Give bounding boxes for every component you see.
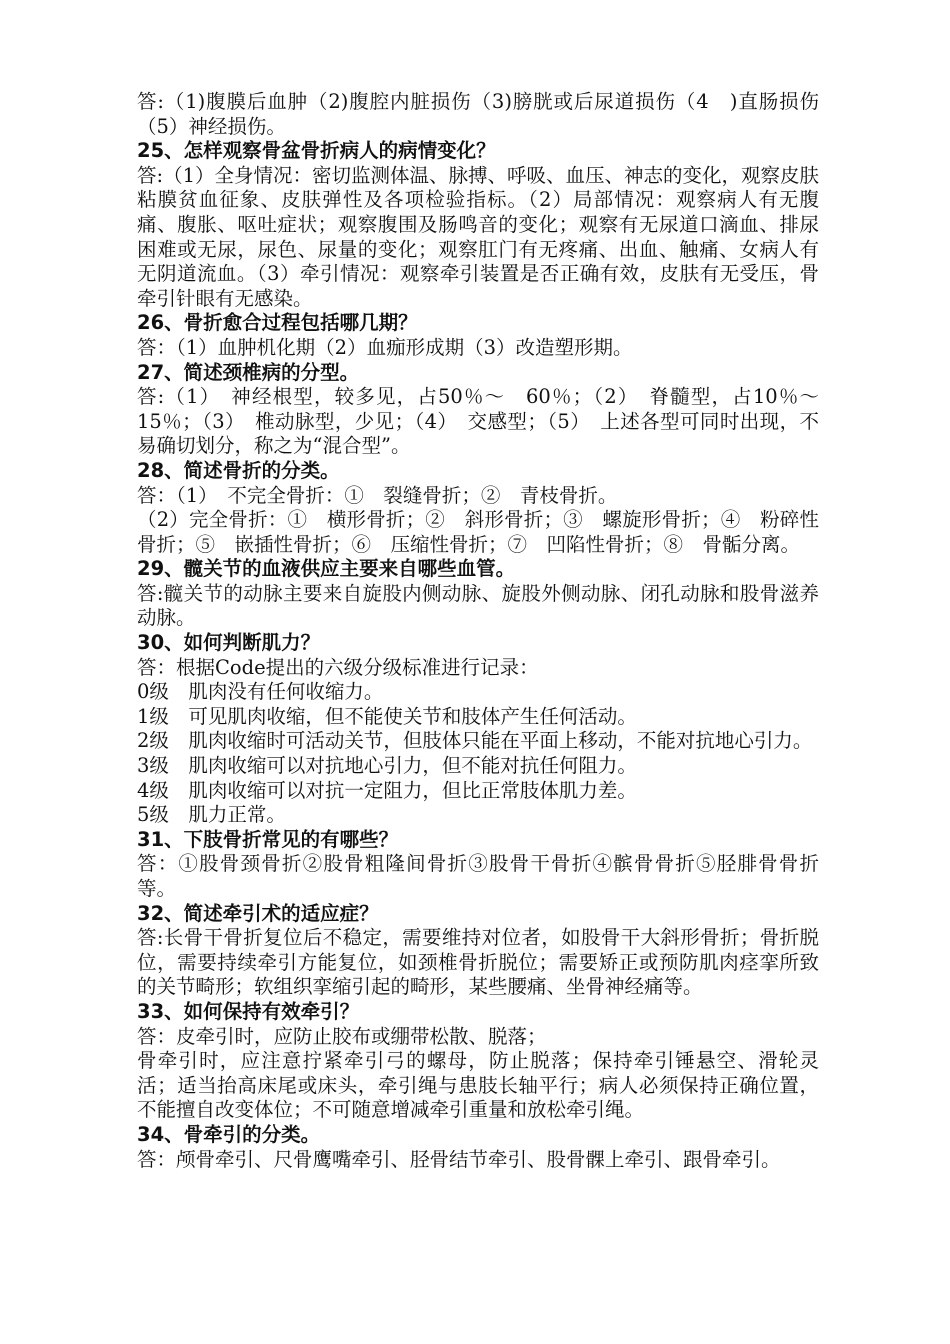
answer-paragraph: 答:（1） 神经根型，较多见，占50％～ 60％；（2） 脊髓型，占10％～15％；（3） 椎动脉型，少见；（4） 交感型；（5） 上述各型可同时出现，不易确切划分，称之为“混合型”。	[137, 385, 819, 458]
answer-paragraph: 答:髋关节的动脉主要来自旋股内侧动脉、旋股外侧动脉、闭孔动脉和股骨滋养动脉。	[137, 581, 819, 630]
question-heading: 27、简述颈椎病的分型。	[137, 360, 360, 384]
answer-paragraph: 答:（1）全身情况：密切监测体温、脉搏、呼吸、血压、神志的变化，观察皮肤粘膜贫血征象、皮肤弹性及各项检验指标。（2）局部情况：观察病人有无腹痛、腹胀、呕吐症状；观察腹围及肠鸣音的变化；观察有无尿道口滴血、排尿困难或无尿，尿色、尿量的变化；观察肛门有无疼痛、出血、触痛、女病人有无阴道流血。（3）牵引情况：观察牵引装置是否正确有效，皮肤有无受压，骨牵引针眼有无感染。	[137, 163, 819, 310]
question-heading: 32、简述牵引术的适应症？	[137, 901, 379, 925]
question-heading: 28、简述骨折的分类。	[137, 458, 340, 482]
answer-paragraph: 3级 肌肉收缩可以对抗地心引力，但不能对抗任何阻力。	[137, 754, 637, 778]
answer-paragraph: 答：（1） 不完全骨折：① 裂缝骨折；② 青枝骨折。	[137, 483, 618, 507]
answer-paragraph: 2级 肌肉收缩时可活动关节，但肢体只能在平面上移动，不能对抗地心引力。	[137, 729, 813, 753]
answer-paragraph: 0级 肌肉没有任何收缩力。	[137, 680, 384, 704]
answer-paragraph: 答：颅骨牵引、尺骨鹰嘴牵引、胫骨结节牵引、股骨髁上牵引、跟骨牵引。	[137, 1147, 781, 1171]
question-heading: 31、下肢骨折常见的有哪些？	[137, 827, 399, 851]
answer-paragraph: 答:长骨干骨折复位后不稳定，需要维持对位者，如股骨干大斜形骨折；骨折脱位，需要持续牵引方能复位，如颈椎骨折脱位；需要矫正或预防肌肉痉挛所致的关节畸形；软组织挛缩引起的畸形，某些腰痛、坐骨神经痛等。	[137, 926, 819, 999]
question-heading: 33、如何保持有效牵引？	[137, 999, 360, 1023]
answer-paragraph: 1级 可见肌肉收缩，但不能使关节和肢体产生任何活动。	[137, 704, 637, 728]
answer-paragraph: 答：根据Code提出的六级分级标准进行记录：	[137, 655, 539, 679]
question-heading: 25、怎样观察骨盆骨折病人的病情变化？	[137, 139, 496, 163]
answer-paragraph: （2）完全骨折：① 横形骨折；② 斜形骨折；③ 螺旋形骨折；④ 粉碎性骨折；⑤ 嵌插性骨折；⑥ 压缩性骨折；⑦ 凹陷性骨折；⑧ 骨骺分离。	[137, 508, 819, 556]
answer-paragraph: 答:（1)腹膜后血肿（2)腹腔内脏损伤（3)膀胱或后尿道损伤（4 )直肠损伤（5）神经损伤。	[137, 90, 819, 138]
answer-paragraph: 骨牵引时，应注意拧紧牵引弓的螺母，防止脱落；保持牵引锤悬空、滑轮灵活；适当抬高床尾或床头，牵引绳与患肢长轴平行；病人必须保持正确位置，不能擅自改变体位；不可随意增减牵引重量和放松牵引绳。	[137, 1049, 819, 1122]
question-heading: 29、髋关节的血液供应主要来自哪些血管。	[137, 557, 516, 581]
answer-paragraph: 答：（1）血肿机化期（2）血痂形成期（3）改造塑形期。	[137, 335, 633, 359]
question-heading: 34、骨牵引的分类。	[137, 1122, 321, 1146]
question-heading: 30、如何判断肌力？	[137, 631, 321, 655]
question-heading: 26、骨折愈合过程包括哪几期？	[137, 311, 418, 335]
answer-paragraph: 答：皮牵引时，应防止胶布或绷带松散、脱落；	[137, 1024, 547, 1048]
document-page	[137, 90, 819, 1172]
answer-paragraph: 4级 肌肉收缩可以对抗一定阻力，但比正常肢体肌力差。	[137, 778, 637, 802]
answer-paragraph: 答：①股骨颈骨折②股骨粗隆间骨折③股骨干骨折④髌骨骨折⑤胫腓骨骨折等。	[137, 852, 819, 900]
answer-paragraph: 5级 肌力正常。	[137, 803, 286, 827]
